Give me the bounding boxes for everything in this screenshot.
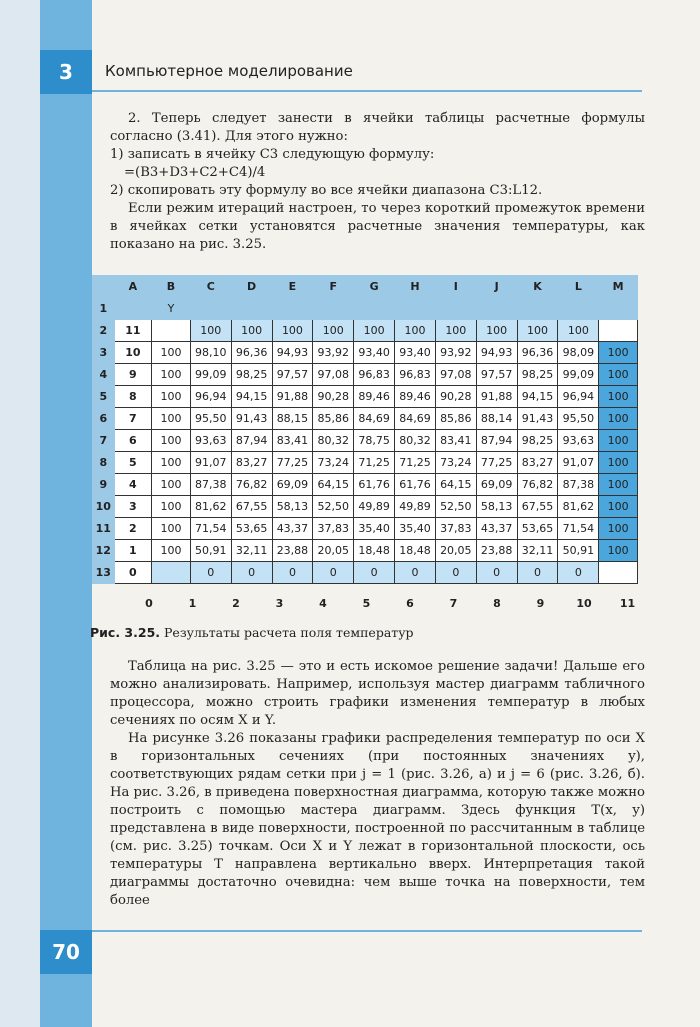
boundary-cell: 0 — [517, 562, 558, 584]
row-number: 6 — [93, 408, 115, 430]
temperature-cell: 61,76 — [395, 474, 436, 496]
analysis-text — [110, 658, 645, 910]
temperature-cell: 49,89 — [395, 496, 436, 518]
temperature-cell: 98,25 — [231, 364, 272, 386]
boundary-cell: 100 — [558, 320, 599, 342]
header-blank — [313, 298, 354, 320]
temperature-cell: 91,43 — [231, 408, 272, 430]
column-letter: H — [395, 276, 436, 298]
boundary-cell: 100 — [517, 320, 558, 342]
chapter-title: Компьютерное моделирование — [105, 62, 353, 80]
column-letter: I — [435, 276, 476, 298]
x-value: 8 — [493, 597, 501, 610]
temperature-cell: 100 — [152, 386, 191, 408]
boundary-cell: 100 — [476, 320, 517, 342]
y-value: 7 — [114, 408, 152, 430]
y-value: 0 — [114, 562, 152, 584]
temperature-cell: 50,91 — [190, 540, 231, 562]
temperature-cell: 98,25 — [517, 364, 558, 386]
temperature-cell: 73,24 — [313, 452, 354, 474]
temperature-cell: 20,05 — [313, 540, 354, 562]
column-letter: F — [313, 276, 354, 298]
temperature-cell: 94,93 — [476, 342, 517, 364]
y-axis-label: Y — [152, 298, 191, 320]
temperature-cell: 84,69 — [395, 408, 436, 430]
temperature-cell: 35,40 — [395, 518, 436, 540]
grid-corner-cell — [599, 320, 638, 342]
y-value: 1 — [114, 540, 152, 562]
temperature-cell: 69,09 — [476, 474, 517, 496]
temperature-cell: 87,94 — [476, 430, 517, 452]
column-letter: K — [517, 276, 558, 298]
column-letter: A — [114, 276, 152, 298]
temperature-cell: 96,36 — [517, 342, 558, 364]
temperature-cell: 20,05 — [435, 540, 476, 562]
caption-text: Результаты расчета поля температур — [164, 625, 414, 640]
temperature-cell: 96,94 — [558, 386, 599, 408]
row-number: 1 — [93, 298, 115, 320]
temperature-cell: 91,88 — [476, 386, 517, 408]
sidebar-strip — [40, 0, 92, 1027]
x-value: 10 — [576, 597, 592, 610]
iteration-paragraph: Если режим итераций настроен, то через короткий промежуток времени в ячейках сетки установятся расчетные значения температуры, как показано на рис. 3.25. — [110, 201, 645, 252]
temperature-cell: 100 — [152, 496, 191, 518]
temperature-cell: 93,92 — [435, 342, 476, 364]
temperature-cell: 97,08 — [435, 364, 476, 386]
temperature-cell: 69,09 — [272, 474, 313, 496]
boundary-cell: 100 — [435, 320, 476, 342]
temperature-cell: 96,83 — [354, 364, 395, 386]
temperature-cell: 37,83 — [435, 518, 476, 540]
boundary-cell: 100 — [231, 320, 272, 342]
temperature-cell: 35,40 — [354, 518, 395, 540]
temperature-cell: 94,15 — [231, 386, 272, 408]
figure-caption — [90, 625, 414, 640]
row-number: 4 — [93, 364, 115, 386]
grid-corner-cell — [152, 562, 191, 584]
header-blank — [476, 298, 517, 320]
intro-text — [110, 110, 645, 254]
temperature-cell: 100 — [152, 342, 191, 364]
temperature-cell: 85,86 — [435, 408, 476, 430]
row-number: 11 — [93, 518, 115, 540]
boundary-cell: 100 — [599, 474, 638, 496]
caption-label: Рис. 3.25. — [90, 625, 161, 640]
temperature-cell: 64,15 — [435, 474, 476, 496]
header-blank — [558, 298, 599, 320]
temperature-grid — [92, 275, 638, 584]
temperature-cell: 81,62 — [190, 496, 231, 518]
formula: =(B3+D3+C2+C4)/4 — [124, 165, 266, 180]
boundary-cell: 100 — [190, 320, 231, 342]
temperature-cell: 96,94 — [190, 386, 231, 408]
temperature-cell: 80,32 — [395, 430, 436, 452]
boundary-cell: 100 — [599, 364, 638, 386]
x-value: 7 — [449, 597, 458, 610]
temperature-cell: 87,38 — [190, 474, 231, 496]
temperature-cell: 100 — [152, 408, 191, 430]
temperature-cell: 80,32 — [313, 430, 354, 452]
temperature-cell: 23,88 — [272, 540, 313, 562]
boundary-cell: 100 — [354, 320, 395, 342]
footer-divider — [92, 930, 642, 932]
temperature-cell: 81,62 — [558, 496, 599, 518]
temperature-cell: 91,07 — [190, 452, 231, 474]
boundary-cell: 100 — [599, 452, 638, 474]
temperature-cell: 77,25 — [476, 452, 517, 474]
boundary-cell: 0 — [272, 562, 313, 584]
temperature-cell: 99,09 — [190, 364, 231, 386]
temperature-cell: 93,40 — [395, 342, 436, 364]
sidebar — [0, 0, 92, 1027]
temperature-cell: 18,48 — [354, 540, 395, 562]
temperature-cell: 52,50 — [313, 496, 354, 518]
temperature-cell: 97,57 — [476, 364, 517, 386]
temperature-cell: 93,40 — [354, 342, 395, 364]
temperature-cell: 50,91 — [558, 540, 599, 562]
temperature-cell: 93,63 — [190, 430, 231, 452]
temperature-cell: 91,88 — [272, 386, 313, 408]
temperature-cell: 88,15 — [272, 408, 313, 430]
boundary-cell: 100 — [599, 518, 638, 540]
temperature-cell: 100 — [152, 452, 191, 474]
boundary-cell: 0 — [476, 562, 517, 584]
header-blank — [114, 298, 152, 320]
header-blank — [395, 298, 436, 320]
column-letter: D — [231, 276, 272, 298]
temperature-cell: 53,65 — [231, 518, 272, 540]
boundary-cell: 100 — [395, 320, 436, 342]
x-value: 3 — [275, 597, 284, 610]
boundary-cell: 0 — [395, 562, 436, 584]
temperature-cell: 97,08 — [313, 364, 354, 386]
temperature-cell: 71,54 — [558, 518, 599, 540]
header-blank — [354, 298, 395, 320]
boundary-cell: 100 — [313, 320, 354, 342]
temperature-cell: 76,82 — [231, 474, 272, 496]
row-number: 5 — [93, 386, 115, 408]
boundary-cell: 100 — [599, 540, 638, 562]
column-letter: C — [190, 276, 231, 298]
temperature-cell: 18,48 — [395, 540, 436, 562]
temperature-cell: 73,24 — [435, 452, 476, 474]
analysis-paragraph-2: На рисунке 3.26 показаны графики распределения температур по оси X в горизонтальных сечениях (при постоянных значениях y), соответствующих рядам сетки при j = 1 (рис. 3.26, а) и j = 6 (рис. 3.26, б). На рис. 3.26, в приведена поверхностная диаграмма, которую также можно построить с помощью мастера диаграмм. Здесь функция T(x, y) представлена в виде поверхности, построенной по рассчитанным в таблице (см. рис. 3.25) точкам. Оси X и Y лежат в горизонтальной плоскости, ось температуры T направлена вертикально вверх. Интерпретация такой диаграммы достаточно очевидна: чем выше точка на поверхности, тем более — [110, 731, 645, 908]
temperature-cell: 87,94 — [231, 430, 272, 452]
temperature-cell: 100 — [152, 364, 191, 386]
column-letter: J — [476, 276, 517, 298]
temperature-cell: 90,28 — [313, 386, 354, 408]
temperature-cell: 100 — [152, 430, 191, 452]
temperature-cell: 58,13 — [272, 496, 313, 518]
row-number: 9 — [93, 474, 115, 496]
temperature-cell: 37,83 — [313, 518, 354, 540]
temperature-cell: 49,89 — [354, 496, 395, 518]
y-value: 2 — [114, 518, 152, 540]
row-number: 7 — [93, 430, 115, 452]
temperature-cell: 88,14 — [476, 408, 517, 430]
row-number: 10 — [93, 496, 115, 518]
temperature-cell: 32,11 — [517, 540, 558, 562]
temperature-cell: 83,41 — [272, 430, 313, 452]
temperature-cell: 76,82 — [517, 474, 558, 496]
row-number: 2 — [93, 320, 115, 342]
figure-3-25 — [92, 275, 638, 615]
temperature-cell: 83,41 — [435, 430, 476, 452]
temperature-cell: 93,92 — [313, 342, 354, 364]
boundary-cell: 100 — [272, 320, 313, 342]
x-value: 5 — [362, 597, 371, 610]
column-letter: G — [354, 276, 395, 298]
row-number: 12 — [93, 540, 115, 562]
y-value: 4 — [114, 474, 152, 496]
x-value: 9 — [536, 597, 545, 610]
boundary-cell: 0 — [558, 562, 599, 584]
temperature-cell: 96,36 — [231, 342, 272, 364]
temperature-cell: 23,88 — [476, 540, 517, 562]
temperature-cell: 99,09 — [558, 364, 599, 386]
y-value: 8 — [114, 386, 152, 408]
header-blank — [517, 298, 558, 320]
boundary-cell: 100 — [599, 430, 638, 452]
grid-corner-cell — [152, 320, 191, 342]
temperature-cell: 71,25 — [395, 452, 436, 474]
temperature-cell: 71,25 — [354, 452, 395, 474]
temperature-cell: 58,13 — [476, 496, 517, 518]
header-blank — [435, 298, 476, 320]
temperature-cell: 91,07 — [558, 452, 599, 474]
intro-paragraph: 2. Теперь следует занести в ячейки таблицы расчетные формулы согласно (3.41). Для этого нужно: — [110, 111, 645, 144]
y-value: 3 — [114, 496, 152, 518]
boundary-cell: 100 — [599, 386, 638, 408]
row-number: 8 — [93, 452, 115, 474]
y-value: 9 — [114, 364, 152, 386]
temperature-cell: 96,83 — [395, 364, 436, 386]
header-blank — [231, 298, 272, 320]
temperature-cell: 32,11 — [231, 540, 272, 562]
temperature-cell: 85,86 — [313, 408, 354, 430]
temperature-cell: 52,50 — [435, 496, 476, 518]
x-value: 4 — [319, 597, 327, 610]
row-number: 13 — [93, 562, 115, 584]
header-blank — [272, 298, 313, 320]
x-value: 2 — [232, 597, 240, 610]
x-value: 0 — [145, 597, 153, 610]
temperature-cell: 43,37 — [272, 518, 313, 540]
step-1: 1) записать в ячейку C3 следующую формулу: — [110, 147, 435, 162]
temperature-cell: 77,25 — [272, 452, 313, 474]
temperature-cell: 95,50 — [558, 408, 599, 430]
temperature-cell: 53,65 — [517, 518, 558, 540]
temperature-cell: 98,25 — [517, 430, 558, 452]
temperature-cell: 67,55 — [517, 496, 558, 518]
temperature-cell: 64,15 — [313, 474, 354, 496]
temperature-cell: 91,43 — [517, 408, 558, 430]
temperature-cell: 78,75 — [354, 430, 395, 452]
temperature-cell: 67,55 — [231, 496, 272, 518]
temperature-cell: 97,57 — [272, 364, 313, 386]
x-value: 6 — [406, 597, 414, 610]
grid-corner-cell — [599, 562, 638, 584]
boundary-cell: 0 — [190, 562, 231, 584]
boundary-cell: 0 — [313, 562, 354, 584]
header-blank — [190, 298, 231, 320]
column-letter: L — [558, 276, 599, 298]
column-letter: E — [272, 276, 313, 298]
temperature-cell: 43,37 — [476, 518, 517, 540]
temperature-cell: 84,69 — [354, 408, 395, 430]
temperature-cell: 87,38 — [558, 474, 599, 496]
temperature-cell: 100 — [152, 540, 191, 562]
column-letter: M — [599, 276, 638, 298]
y-value: 5 — [114, 452, 152, 474]
temperature-cell: 61,76 — [354, 474, 395, 496]
temperature-cell: 93,63 — [558, 430, 599, 452]
temperature-cell: 71,54 — [190, 518, 231, 540]
temperature-cell: 90,28 — [435, 386, 476, 408]
x-value: 11 — [619, 597, 636, 610]
header-blank — [599, 298, 638, 320]
y-value: 6 — [114, 430, 152, 452]
boundary-cell: 0 — [435, 562, 476, 584]
y-value: 10 — [114, 342, 152, 364]
boundary-cell: 100 — [599, 496, 638, 518]
y-value: 11 — [114, 320, 152, 342]
temperature-cell: 98,10 — [190, 342, 231, 364]
temperature-cell: 89,46 — [395, 386, 436, 408]
temperature-cell: 95,50 — [190, 408, 231, 430]
analysis-paragraph-1: Таблица на рис. 3.25 — это и есть искомое решение задачи! Дальше его можно анализировать. Например, используя мастер диаграмм табличного процессора, можно строить графики изменения температур в любых сечениях по осям X и Y. — [110, 659, 645, 728]
temperature-cell: 94,93 — [272, 342, 313, 364]
boundary-cell: 0 — [354, 562, 395, 584]
column-letter: B — [152, 276, 191, 298]
row-number: 3 — [93, 342, 115, 364]
x-value: 1 — [188, 597, 197, 610]
chapter-number: 3 — [40, 50, 92, 94]
temperature-cell: 83,27 — [231, 452, 272, 474]
corner-cell — [93, 276, 115, 298]
page-number: 70 — [40, 930, 92, 974]
temperature-cell: 98,09 — [558, 342, 599, 364]
boundary-cell: 100 — [599, 408, 638, 430]
header-divider — [92, 90, 642, 92]
temperature-cell: 100 — [152, 518, 191, 540]
temperature-cell: 83,27 — [517, 452, 558, 474]
temperature-cell: 94,15 — [517, 386, 558, 408]
boundary-cell: 100 — [599, 342, 638, 364]
temperature-cell: 89,46 — [354, 386, 395, 408]
boundary-cell: 0 — [231, 562, 272, 584]
step-2: 2) скопировать эту формулу во все ячейки диапазона C3:L12. — [110, 183, 543, 198]
temperature-cell: 100 — [152, 474, 191, 496]
